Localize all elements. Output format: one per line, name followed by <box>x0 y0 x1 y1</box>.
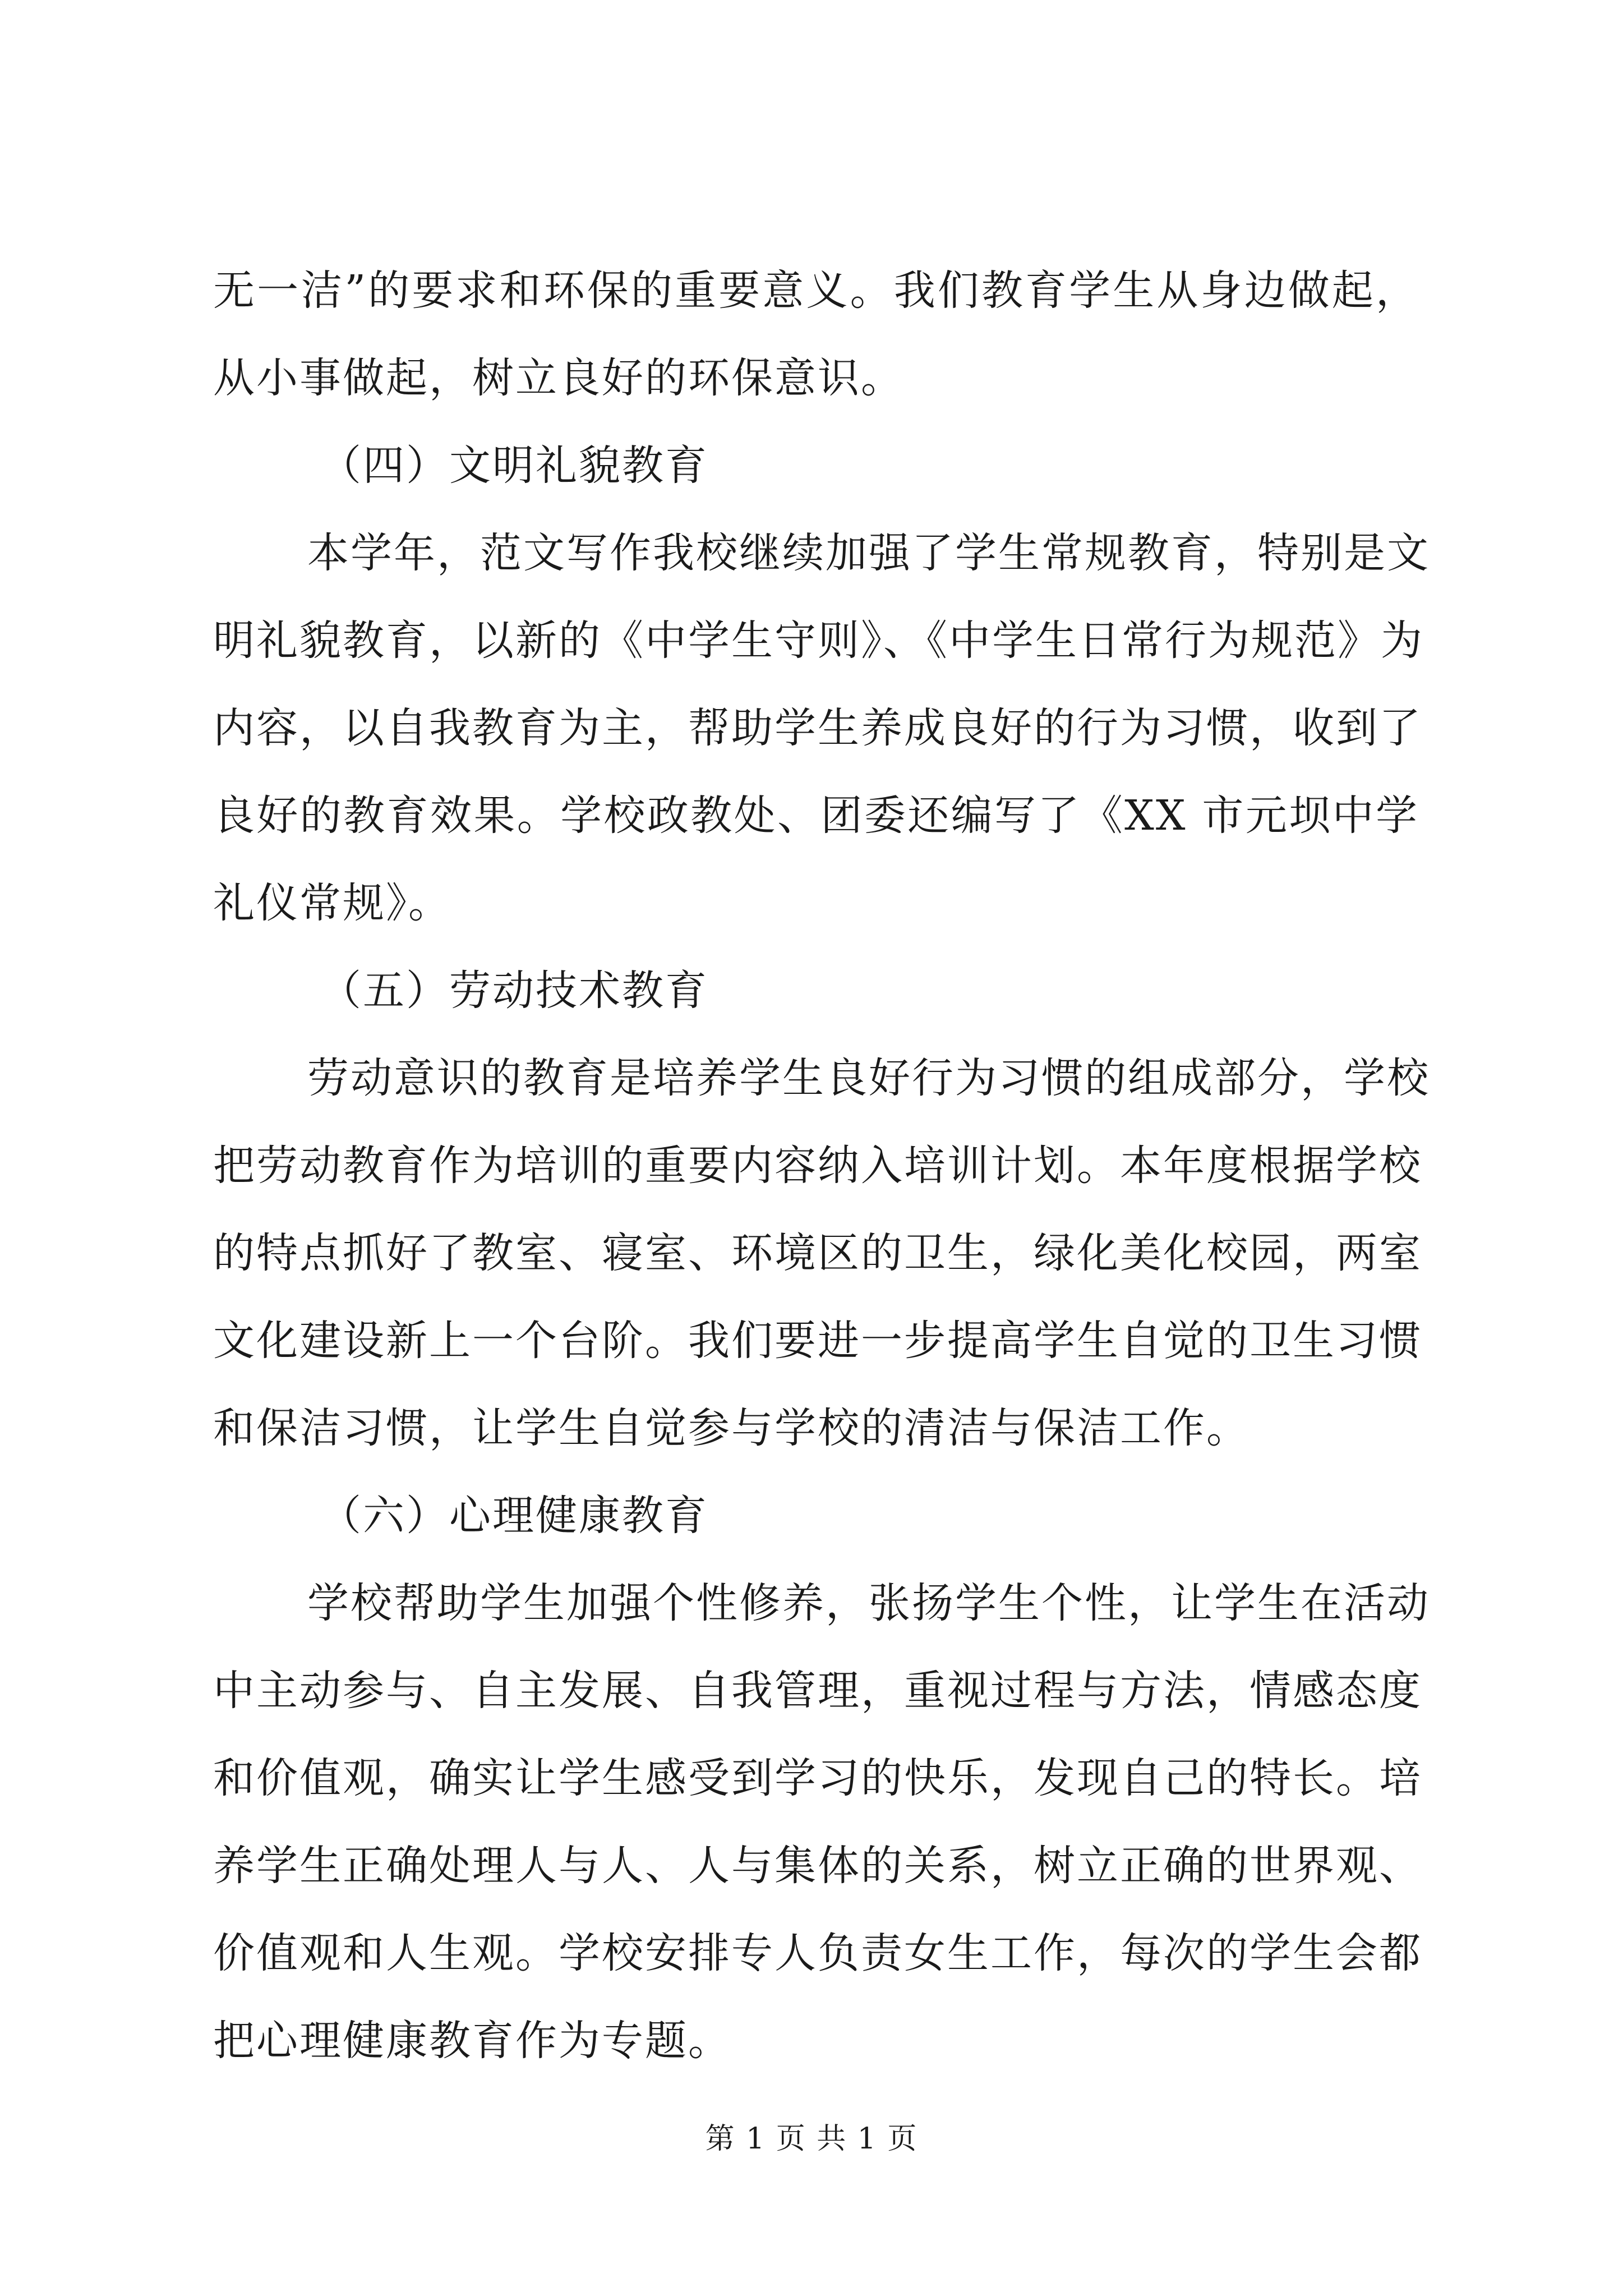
paragraph-line: 价值观和人生观。学校安排专人负责女生工作，每次的学生会都 <box>213 1929 1422 1977</box>
document-body <box>213 247 1430 2085</box>
paragraph-line: 中主动参与、自主发展、自我管理，重视过程与方法，情感态度 <box>213 1667 1422 1715</box>
paragraph-line: 礼仪常规》。 <box>213 879 451 927</box>
paragraph-first-line: 劳动意识的教育是培养学生良好行为习惯的组成部分，学校 <box>307 1054 1430 1102</box>
paragraph-line: 的特点抓好了教室、寝室、环境区的卫生，绿化美化校园，两室 <box>213 1229 1422 1277</box>
page-footer: 第 1 页 共 1 页 <box>705 2122 918 2156</box>
section-heading: （六）心理健康教育 <box>320 1492 708 1540</box>
paragraph-first-line: 本学年，范文写作我校继续加强了学生常规教育，特别是文 <box>307 529 1430 577</box>
paragraph-line: 无一洁”的要求和环保的重要意义。我们教育学生从身边做起， <box>213 266 1419 315</box>
paragraph-line: 和保洁习惯，让学生自觉参与学校的清洁与保洁工作。 <box>213 1404 1249 1452</box>
paragraph-line: 内容，以自我教育为主，帮助学生养成良好的行为习惯，收到了 <box>213 704 1422 752</box>
paragraph-line: 养学生正确处理人与人、人与集体的关系，树立正确的世界观、 <box>213 1842 1422 1890</box>
paragraph-line: 从小事做起，树立良好的环保意识。 <box>213 354 904 402</box>
paragraph-line: 把劳动教育作为培训的重要内容纳入培训计划。本年度根据学校 <box>213 1142 1422 1190</box>
paragraph-first-line: 学校帮助学生加强个性修养，张扬学生个性，让学生在活动 <box>307 1579 1430 1627</box>
paragraph-line: 和价值观，确实让学生感受到学习的快乐，发现自己的特长。培 <box>213 1754 1422 1802</box>
paragraph-line: 明礼貌教育，以新的《中学生守则》、《中学生日常行为规范》为 <box>213 616 1424 665</box>
paragraph-line: 良好的教育效果。学校政教处、团委还编写了《XX 市元坝中学 <box>213 792 1419 840</box>
paragraph-line: 把心理健康教育作为专题。 <box>213 2017 731 2065</box>
paragraph-line: 文化建设新上一个台阶。我们要进一步提高学生自觉的卫生习惯 <box>213 1317 1422 1365</box>
section-heading: （五）劳动技术教育 <box>320 967 708 1015</box>
section-heading: （四）文明礼貌教育 <box>320 441 708 490</box>
